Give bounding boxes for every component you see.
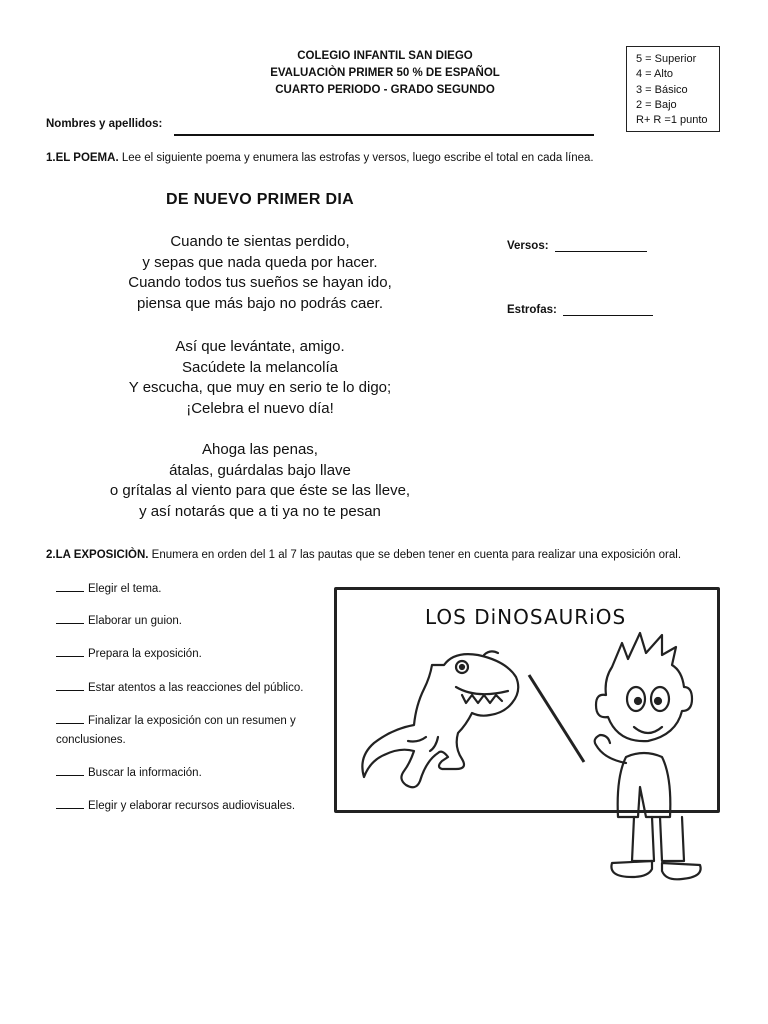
order-blank[interactable]: [56, 612, 84, 624]
poem-stanza-3: [90, 440, 430, 522]
poem-verse: piensa que más bajo no podrás caer.: [137, 294, 383, 312]
section2-title: 2.LA EXPOSICIÒN.: [46, 549, 149, 561]
section1-instruction-text: Lee el siguiente poema y enumera las estrofas y versos, luego escribe el total en cada línea.: [118, 152, 594, 164]
list-item: [56, 612, 326, 631]
chalkboard-title: LOS DiNOSAURiOS: [425, 605, 627, 629]
list-item-text: Estar atentos a las reacciones del público.: [88, 682, 304, 694]
dinosaur-icon: [362, 651, 518, 787]
list-item-text: Buscar la información.: [88, 767, 202, 779]
exam-period: CUARTO PERIODO - GRADO SEGUNDO: [275, 84, 495, 96]
list-item: [56, 645, 326, 664]
order-blank[interactable]: [56, 797, 84, 809]
poem-stanza-1: [90, 232, 430, 314]
order-blank[interactable]: [56, 764, 84, 776]
poem-title: DE NUEVO PRIMER DIA: [166, 191, 354, 208]
poem-verse: y así notarás que a ti ya no te pesan: [139, 502, 381, 520]
poem-verse: Cuando te sientas perdido,: [170, 233, 350, 250]
list-item: [56, 764, 326, 783]
order-blank[interactable]: [56, 645, 84, 657]
poem-verse: Sacúdete la melancolía: [182, 358, 338, 376]
estrofas-label: Estrofas:: [507, 304, 557, 316]
list-item: [56, 679, 326, 698]
grading-scale-box: [626, 46, 720, 132]
section1-title: 1.EL POEMA.: [46, 152, 119, 164]
name-answer-line[interactable]: [174, 134, 594, 136]
grade-alto: 4 = Alto: [636, 68, 674, 81]
section2-instruction-text: Enumera en orden del 1 al 7 las pautas que se deben tener en cuenta para realizar una exposición oral.: [148, 549, 682, 561]
poem-verse: átalas, guárdalas bajo llave: [169, 461, 351, 479]
list-item: [56, 797, 326, 816]
list-item: [56, 580, 326, 599]
poem-verse: y sepas que nada queda por hacer.: [142, 253, 378, 271]
list-item-text: Finalizar la exposición con un resumen y conclusiones.: [56, 715, 296, 746]
grade-point-rule: R+ R =1 punto: [636, 114, 708, 127]
list-item: [56, 712, 326, 750]
section2-instruction: [46, 545, 706, 565]
boy-icon: [595, 633, 701, 879]
list-item-text: Prepara la exposición.: [88, 648, 202, 660]
estrofas-answer: [507, 304, 653, 316]
grade-basico: 3 = Básico: [636, 83, 688, 96]
poem-stanza-2: [90, 337, 430, 419]
school-name: COLEGIO INFANTIL SAN DIEGO: [297, 50, 473, 62]
list-item-text: Elegir el tema.: [88, 583, 162, 595]
dinosaur-boy-illustration: [334, 587, 734, 907]
poem-verse: Cuando todos tus sueños se hayan ido,: [128, 274, 392, 291]
poem-verse: Y escucha, que muy en serio te lo digo;: [128, 379, 392, 396]
list-item-text: Elaborar un guion.: [88, 615, 182, 627]
exam-title: EVALUACIÒN PRIMER 50 % DE ESPAÑOL: [270, 67, 500, 79]
name-label: Nombres y apellidos:: [46, 118, 163, 130]
versos-answer: [507, 240, 647, 252]
pointer-stick: [529, 675, 584, 762]
grade-superior: 5 = Superior: [636, 53, 697, 65]
versos-answer-line[interactable]: [555, 240, 647, 252]
poem-verse: ¡Celebra el nuevo día!: [186, 399, 334, 417]
poem-verse: Ahoga las penas,: [202, 441, 318, 458]
section1-instruction: [46, 152, 736, 164]
versos-label: Versos:: [507, 240, 549, 252]
poem-verse: o grítalas al viento para que éste se las lleve,: [109, 482, 411, 499]
order-blank[interactable]: [56, 580, 84, 592]
grade-bajo: 2 = Bajo: [636, 98, 677, 111]
list-item-text: Elegir y elaborar recursos audiovisuales.: [88, 800, 296, 812]
order-blank[interactable]: [56, 679, 84, 691]
estrofas-answer-line[interactable]: [563, 304, 653, 316]
order-blank[interactable]: [56, 712, 84, 724]
poem-verse: Así que levántate, amigo.: [175, 338, 345, 355]
